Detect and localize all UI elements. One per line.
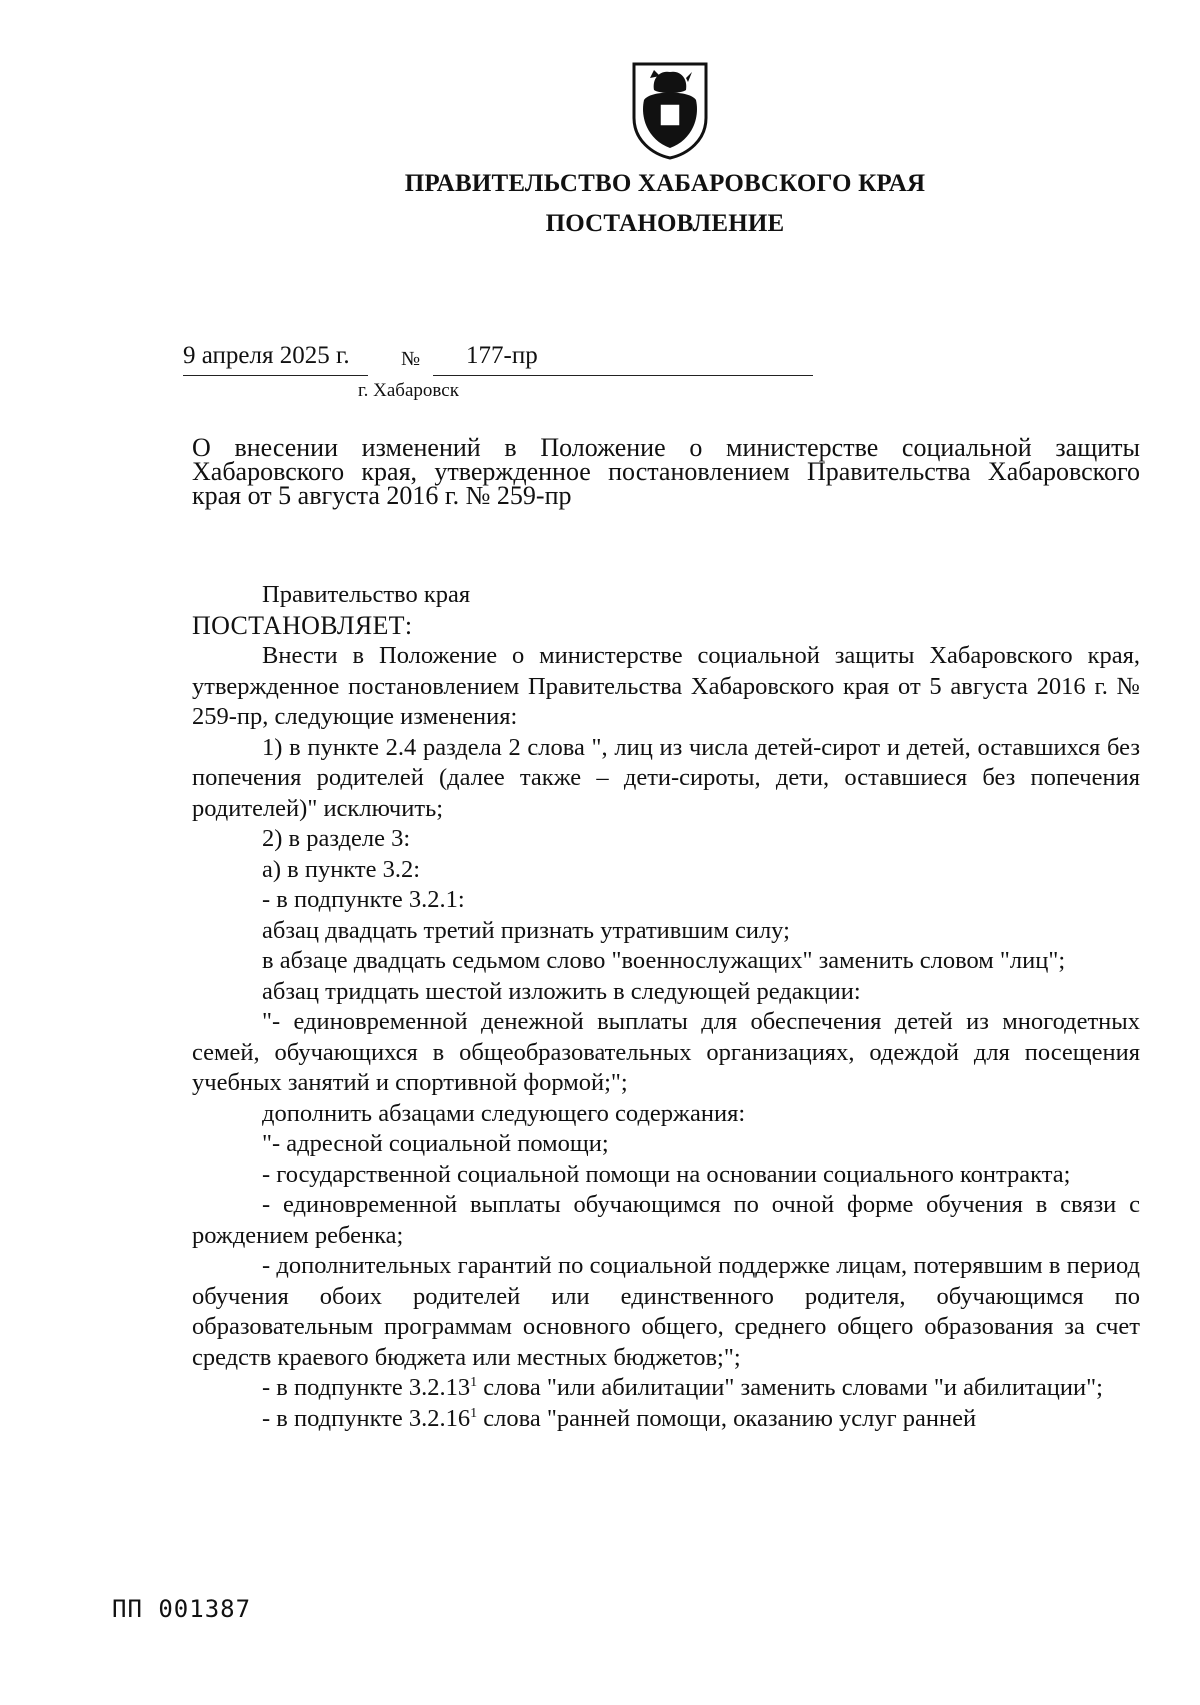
- body-paragraph: ПОСТАНОВЛЯЕТ:: [192, 610, 413, 640]
- body-paragraph: - единовременной выплаты обучающимся по очной форме обучения в связи с рождением ребенка;: [192, 1191, 1140, 1249]
- body-paragraph: [192, 1404, 1140, 1435]
- body-paragraph: а) в пункте 3.2:: [262, 855, 421, 883]
- number-underline: [433, 375, 813, 376]
- body-paragraph: "- единовременной денежной выплаты для обеспечения детей из многодетных семей, обучающихся в общеобразовательных организациях, одеждой для посещения учебных занятий и спортивной формой;";: [192, 1008, 1140, 1096]
- superscript: 1: [470, 1374, 478, 1390]
- decree-body: [192, 580, 1140, 1434]
- number-sign: №: [401, 348, 421, 370]
- decree-number: 177-пр: [466, 342, 538, 369]
- decree-title: ПОСТАНОВЛЕНИЕ: [545, 210, 785, 237]
- decree-subject: О внесении изменений в Положение о министерстве социальной защиты Хабаровского края, утвержденное постановлением Правительства Хабаровского края от 5 августа 2016 г. № 259-пр: [192, 433, 1140, 510]
- body-paragraph: "- адресной социальной помощи;: [262, 1130, 609, 1157]
- body-paragraph: 1) в пункте 2.4 раздела 2 слова ", лиц из числа детей-сирот и детей, оставшихся без попечения родителей (далее также – дети-сироты, дети, оставшиеся без попечения родителей)" исключить;: [192, 733, 1140, 822]
- body-paragraph: - в подпункте 3.2.1:: [262, 886, 465, 913]
- decree-date: 9 апреля 2025 г.: [183, 342, 350, 369]
- body-paragraph: - дополнительных гарантий по социальной поддержке лицам, потерявшим в период обучения обоих родителей или единственного родителя, обучающимся по образовательным программам основного общего, среднего общего образования за счет средств краевого бюджета или местных бюджетов;";: [192, 1252, 1140, 1371]
- body-paragraph: абзац тридцать шестой изложить в следующей редакции:: [262, 977, 861, 1005]
- body-paragraph: в абзаце двадцать седьмом слово "военнослужащих" заменить словом "лиц";: [262, 947, 1066, 974]
- date-underline: [183, 375, 368, 376]
- body-paragraph: Правительство края: [262, 581, 471, 608]
- body-paragraph: дополнить абзацами следующего содержания:: [262, 1099, 746, 1127]
- body-paragraph: Внести в Положение о министерстве социальной защиты Хабаровского края, утвержденное постановлением Правительства Хабаровского края от 5 августа 2016 г. № 259-пр, следующие изменения:: [192, 642, 1140, 730]
- paragraph-text: слова "или абилитации" заменить словами "и абилитации";: [477, 1374, 1103, 1401]
- coat-of-arms-icon: [630, 60, 710, 160]
- body-paragraph: [192, 1373, 1140, 1404]
- document-code: ПП 001387: [112, 1595, 252, 1623]
- paragraph-text: - в подпункте 3.2.13: [262, 1374, 471, 1401]
- government-title: ПРАВИТЕЛЬСТВО ХАБАРОВСКОГО КРАЯ: [404, 170, 926, 197]
- city: г. Хабаровск: [358, 380, 459, 401]
- paragraph-text: - в подпункте 3.2.16: [262, 1404, 471, 1432]
- paragraph-text: слова "ранней помощи, оказанию услуг ранней: [477, 1404, 977, 1432]
- superscript: 1: [470, 1405, 478, 1421]
- body-paragraph: абзац двадцать третий признать утратившим силу;: [262, 916, 790, 944]
- body-paragraph: - государственной социальной помощи на основании социального контракта;: [262, 1160, 1071, 1188]
- body-paragraph: 2) в разделе 3:: [262, 825, 411, 852]
